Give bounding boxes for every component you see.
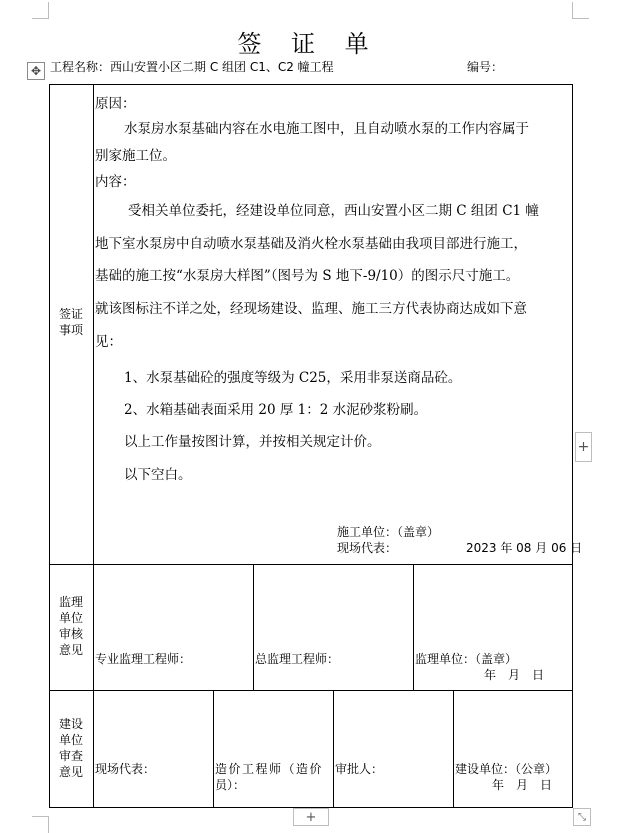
row-divider <box>49 564 573 565</box>
supervision-unit-stamp: 监理单位：（盖章） <box>415 652 518 666</box>
owner-unit-stamp: 建设单位：（公章） <box>455 762 558 776</box>
contractor-site-rep: 现场代表： <box>337 541 398 555</box>
plus-icon[interactable]: + <box>293 808 329 826</box>
content-paragraph: 见： <box>95 334 122 350</box>
approver: 审批人： <box>335 762 384 776</box>
cell-divider <box>413 564 414 690</box>
project-name: 工程名称：西山安置小区二期 C 组团 C1、C2 幢工程 <box>50 60 334 74</box>
content-paragraph: 基础的施工按“水泵房大样图”（图号为 S 地下-9/10）的图示尺寸施工。 <box>95 268 520 284</box>
owner-site-rep: 现场代表： <box>95 762 156 776</box>
supervision-date: 年 月 日 <box>484 668 545 682</box>
resize-icon[interactable]: ⤡ <box>573 808 591 826</box>
content-heading: 内容： <box>95 174 136 190</box>
visa-date: 2023 年 08 月 06 日 <box>466 541 583 555</box>
list-item: 2、水箱基础表面采用 20 厚 1：2 水泥砂浆粉刷。 <box>124 402 428 418</box>
content-paragraph: 地下室水泵房中自动喷水泵基础及消火栓水泵基础由我项目部进行施工， <box>95 236 527 252</box>
row-divider <box>49 690 573 691</box>
pricing-note: 以上工作量按图计算，并按相关规定计价。 <box>124 434 381 450</box>
owner-date: 年 月 日 <box>492 778 553 792</box>
supervision-engineer: 专业监理工程师： <box>95 652 192 666</box>
blank-note: 以下空白。 <box>124 467 192 483</box>
page-corner-mark <box>572 2 589 19</box>
chief-supervisor: 总监理工程师： <box>255 652 340 666</box>
label-column-divider <box>93 84 94 808</box>
page-corner-mark <box>32 816 49 833</box>
contractor-unit-stamp: 施工单位：（盖章） <box>337 525 440 539</box>
cell-divider <box>453 690 454 808</box>
cost-engineer: 造价工程师（造价 <box>215 762 324 776</box>
content-paragraph: 就该图标注不详之处，经现场建设、监理、施工三方代表协商达成如下意 <box>95 301 527 317</box>
cell-divider <box>253 564 254 690</box>
reason-text: 别家施工位。 <box>95 148 176 164</box>
move-arrows-icon[interactable]: ✥ <box>27 62 45 80</box>
visa-items-label: 签证 事项 <box>58 307 83 337</box>
content-paragraph: 受相关单位委托，经建设单位同意，西山安置小区二期 C 组团 C1 幢 <box>128 203 539 219</box>
supervision-opinion-label: 监理 单位 审核 意见 <box>58 595 83 657</box>
owner-opinion-label: 建设 单位 审查 意见 <box>58 717 83 779</box>
number-label: 编号： <box>467 60 504 74</box>
list-item: 1、水泵基础砼的强度等级为 C25，采用非泵送商品砼。 <box>124 370 462 386</box>
cell-divider <box>213 690 214 808</box>
plus-icon[interactable]: + <box>575 432 592 462</box>
cell-divider <box>333 690 334 808</box>
cost-engineer: 员）： <box>215 778 246 792</box>
reason-text: 水泵房水泵基础内容在水电施工图中，且自动喷水泵的工作内容属于 <box>124 121 529 137</box>
document-title: 签 证 单 <box>237 30 380 58</box>
reason-heading: 原因： <box>95 96 136 112</box>
page-corner-mark <box>32 2 49 19</box>
